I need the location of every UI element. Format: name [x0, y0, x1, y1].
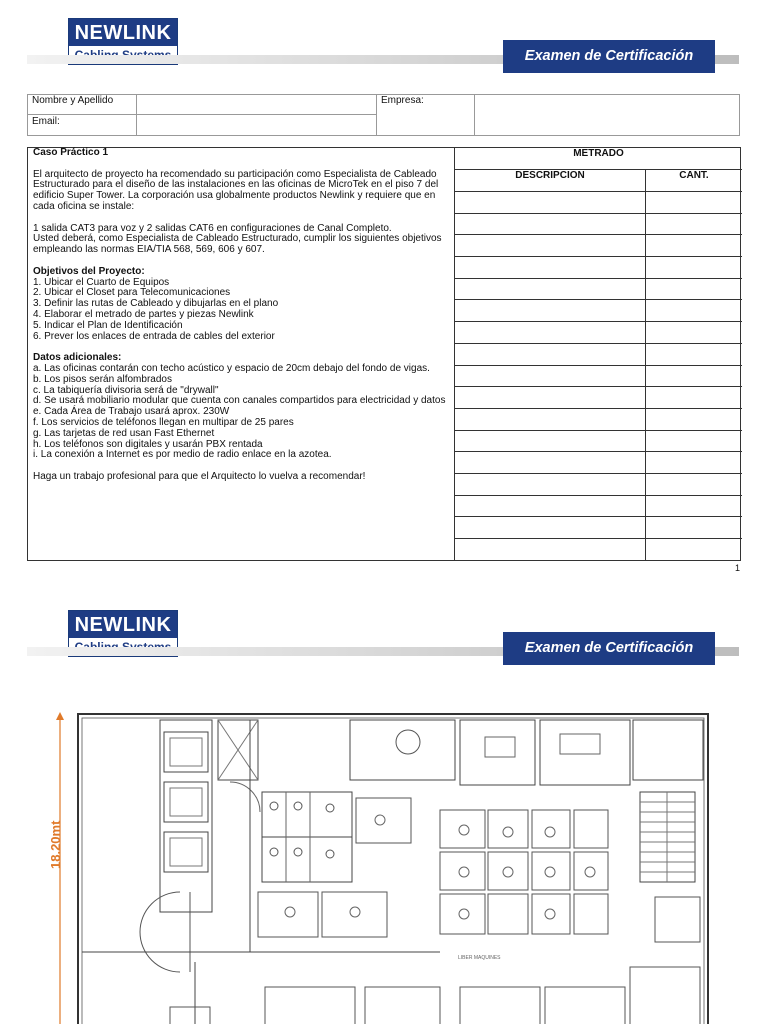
metrado-row[interactable] — [455, 387, 742, 409]
metrado-title: METRADO — [455, 148, 742, 170]
metrado-row[interactable] — [455, 409, 742, 431]
page-2 — [0, 592, 768, 1024]
additional-item: e. Cada Área de Trabajo usará aprox. 230W — [33, 406, 230, 418]
name-label: Nombre y Apellido — [32, 95, 114, 106]
objective-item: 3. Definir las rutas de Cableado y dibujarlas en el plano — [33, 298, 279, 310]
objective-item: 2. Ubicar el Closet para Telecomunicaciones — [33, 287, 231, 299]
metrado-table — [454, 148, 741, 561]
case-description — [33, 148, 453, 483]
additional-item: i. La conexión a Internet es por medio de radio enlace en la azotea. — [33, 449, 332, 461]
metrado-row[interactable] — [455, 192, 742, 214]
case-requirement: 1 salida CAT3 para voz y 2 salidas CAT6 en configuraciones de Canal Completo. — [33, 222, 392, 234]
additional-item: c. La tabiquería divisoria será de "drywall" — [33, 384, 219, 396]
exam-title: Examen de Certificación — [503, 40, 715, 73]
metrado-row[interactable] — [455, 257, 742, 279]
case-duty: Usted deberá, como Especialista de Cableado Estructurado, cumplir los siguientes objetivos empleando las normas EIA/TIA 568, 569, 606 y 607. — [33, 233, 442, 256]
company-label: Empresa: — [381, 95, 424, 106]
metrado-row[interactable] — [455, 301, 742, 323]
col-description: DESCRIPCION — [515, 170, 585, 181]
case-intro: El arquitecto de proyecto ha recomendado su participación como Especialista de Cableado Estructurado para el diseño de las instalaciones en las oficinas de MicroTek en el piso 7 del edificio Super Tower. La corporación usa globalmente productos Newlink y requiere que en cada oficina se instale: — [33, 168, 439, 212]
metrado-row[interactable] — [455, 170, 742, 192]
page-number: 1 — [735, 563, 741, 573]
room-label: LIBER MAQUINES — [458, 955, 501, 961]
logo-name: NEWLINK — [69, 19, 177, 46]
metrado-row[interactable] — [455, 366, 742, 388]
additional-item: b. Los pisos serán alfombrados — [33, 373, 172, 385]
email-label: Email: — [32, 116, 60, 127]
additional-item: h. Los teléfonos son digitales y usarán PBX rentada — [33, 438, 263, 450]
metrado-row[interactable] — [455, 496, 742, 518]
additional-item: f. Los servicios de teléfonos llegan en multipar de 25 pares — [33, 416, 294, 428]
floor-plan — [0, 592, 768, 1024]
case-closing: Haga un trabajo profesional para que el Arquitecto lo vuelva a recomendar! — [33, 470, 366, 482]
case-table — [27, 147, 741, 561]
exam-title: Examen de Certificación — [503, 632, 715, 665]
metrado-row[interactable] — [455, 322, 742, 344]
metrado-row[interactable] — [455, 279, 742, 301]
objectives-title: Objetivos del Proyecto: — [33, 265, 145, 277]
metrado-row[interactable] — [455, 214, 742, 236]
metrado-row[interactable] — [455, 235, 742, 257]
logo-name: NEWLINK — [69, 611, 177, 638]
objective-item: 1. Ubicar el Cuarto de Equipos — [33, 276, 170, 288]
additional-item: g. Las tarjetas de red usan Fast Ethernet — [33, 427, 215, 439]
metrado-row[interactable] — [455, 474, 742, 496]
objective-item: 6. Prever los enlaces de entrada de cables del exterior — [33, 330, 275, 342]
col-qty: CANT. — [679, 170, 709, 181]
additional-title: Datos adicionales: — [33, 352, 122, 364]
dimension-label: 18.20mt — [48, 820, 63, 869]
metrado-row[interactable] — [455, 431, 742, 453]
metrado-row[interactable] — [455, 452, 742, 474]
additional-item: a. Las oficinas contarán con techo acústico y espacio de 20cm debajo del fondo de vigas. — [33, 362, 430, 374]
case-title: Caso Práctico 1 — [33, 147, 109, 158]
metrado-row[interactable] — [455, 344, 742, 366]
objective-item: 5. Indicar el Plan de Identificación — [33, 319, 183, 331]
additional-item: d. Se usará mobiliario modular que cuenta con canales compartidos para electricidad y datos — [33, 395, 446, 407]
metrado-row[interactable] — [455, 518, 742, 540]
objective-item: 4. Elaborar el metrado de partes y piezas Newlink — [33, 308, 254, 320]
info-table — [27, 94, 740, 136]
